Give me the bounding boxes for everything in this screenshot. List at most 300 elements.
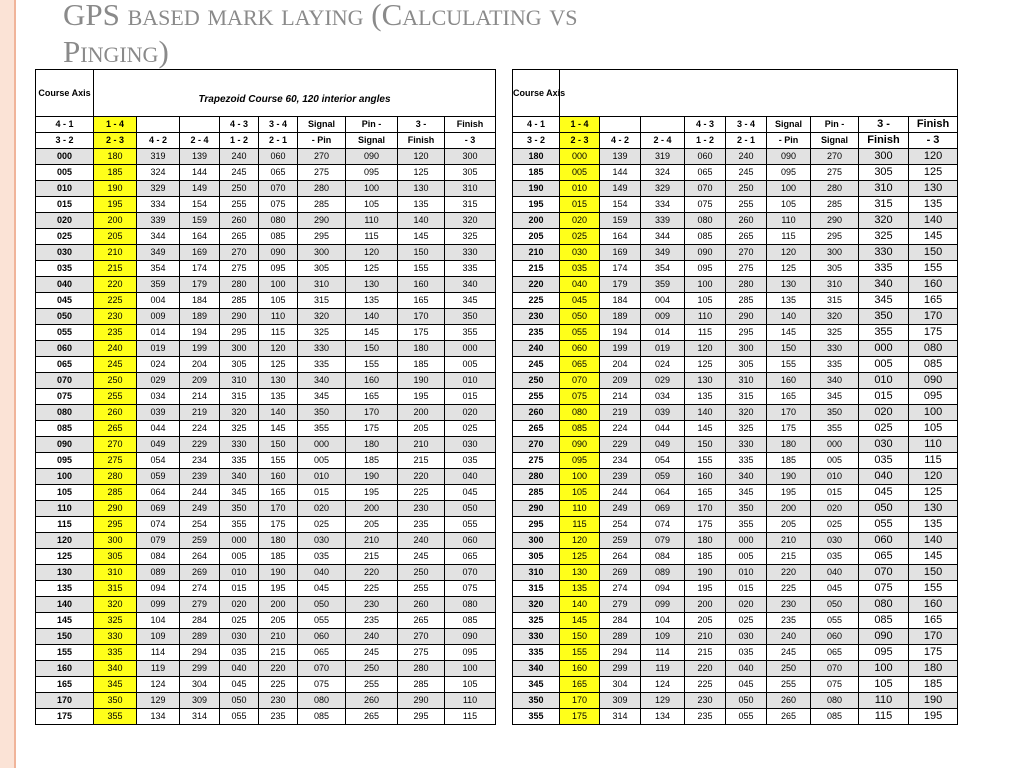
table-row	[513, 309, 958, 325]
bearing-cell: 005	[298, 453, 346, 469]
bearing-cell: 204	[600, 357, 641, 373]
bearing-cell: 155	[909, 581, 958, 597]
bearing-cell: 080	[859, 597, 909, 613]
bearing-cell: 359	[137, 277, 180, 293]
bearing-cell: 125	[909, 485, 958, 501]
bearing-cell: 210	[259, 629, 298, 645]
bearing-cell: 205	[94, 229, 137, 245]
bearing-cell: 079	[137, 533, 180, 549]
bearing-cell: 010	[726, 565, 767, 581]
bearing-cell: 010	[859, 373, 909, 389]
bearing-cell: 195	[346, 485, 398, 501]
bearing-cell: 015	[445, 389, 496, 405]
bearing-cell: 025	[445, 421, 496, 437]
leg-header-cell: 4 - 1	[513, 117, 560, 133]
bearing-cell: 180	[398, 341, 445, 357]
bearing-cell: 160	[259, 469, 298, 485]
bearing-cell: 324	[641, 165, 685, 181]
table-row	[36, 613, 496, 629]
bearing-cell: 135	[398, 197, 445, 213]
bearing-cell: 080	[445, 597, 496, 613]
bearing-table-right	[512, 69, 958, 725]
course-axis-cell: 330	[513, 629, 560, 645]
bearing-cell: 309	[600, 693, 641, 709]
bearing-cell: 355	[859, 325, 909, 341]
leg-header-cell: Finish	[859, 133, 909, 149]
bearing-cell: 039	[641, 405, 685, 421]
bearing-cell: 195	[398, 389, 445, 405]
course-axis-cell: 215	[513, 261, 560, 277]
bearing-cell: 020	[220, 597, 259, 613]
bearing-cell: 029	[137, 373, 180, 389]
leg-header-cell: 2 - 4	[180, 133, 220, 149]
table-row	[36, 245, 496, 261]
course-axis-cell: 025	[36, 229, 94, 245]
bearing-cell: 245	[398, 549, 445, 565]
bearing-cell: 160	[398, 277, 445, 293]
bearing-cell: 065	[685, 165, 726, 181]
bearing-cell: 335	[811, 357, 859, 373]
bearing-cell: 350	[445, 309, 496, 325]
bearing-cell: 220	[346, 565, 398, 581]
bearing-cell: 095	[859, 645, 909, 661]
bearing-cell: 249	[600, 501, 641, 517]
bearing-cell: 120	[346, 245, 398, 261]
table-row	[513, 405, 958, 421]
table-row	[513, 613, 958, 629]
bearing-cell: 270	[298, 149, 346, 165]
bearing-cell: 090	[259, 245, 298, 261]
slide-title-line-1: GPS based mark laying (Calculating vs	[63, 0, 578, 32]
bearing-cell: 024	[137, 357, 180, 373]
bearing-cell: 040	[726, 661, 767, 677]
bearing-cell: 185	[909, 677, 958, 693]
course-axis-cell: 340	[513, 661, 560, 677]
bearing-cell: 075	[811, 677, 859, 693]
bearing-cell: 110	[909, 437, 958, 453]
bearing-cell: 349	[137, 245, 180, 261]
bearing-cell: 269	[180, 565, 220, 581]
bearing-cell: 045	[220, 677, 259, 693]
leg-header-cell: 2 - 1	[726, 133, 767, 149]
bearing-cell: 159	[180, 213, 220, 229]
bearing-cell: 035	[859, 453, 909, 469]
bearing-cell: 210	[398, 437, 445, 453]
bearing-cell: 324	[137, 165, 180, 181]
bearing-cell: 105	[859, 677, 909, 693]
course-axis-cell: 080	[36, 405, 94, 421]
bearing-cell: 155	[346, 357, 398, 373]
bearing-cell: 114	[641, 645, 685, 661]
bearing-cell: 250	[398, 565, 445, 581]
leg-header-cell: 3 -	[398, 117, 445, 133]
bearing-cell: 219	[180, 405, 220, 421]
bearing-cell: 185	[685, 549, 726, 565]
bearing-cell: 099	[137, 597, 180, 613]
bearing-cell: 120	[560, 533, 600, 549]
bearing-cell: 160	[909, 277, 958, 293]
table-row	[36, 533, 496, 549]
table-row	[513, 197, 958, 213]
bearing-cell: 040	[298, 565, 346, 581]
bearing-cell: 075	[298, 677, 346, 693]
bearing-cell: 134	[641, 709, 685, 725]
leg-header-cell: 2 - 1	[259, 133, 298, 149]
bearing-cell: 010	[298, 469, 346, 485]
bearing-cell: 055	[560, 325, 600, 341]
bearing-cell: 135	[685, 389, 726, 405]
bearing-cell: 120	[767, 245, 811, 261]
course-axis-cell: 070	[36, 373, 94, 389]
bearing-cell: 135	[767, 293, 811, 309]
bearing-cell: 125	[346, 261, 398, 277]
bearing-cell: 140	[259, 405, 298, 421]
bearing-cell: 075	[560, 389, 600, 405]
course-axis-cell: 265	[513, 421, 560, 437]
bearing-cell: 315	[94, 581, 137, 597]
bearing-cell: 124	[137, 677, 180, 693]
bearing-cell: 110	[859, 693, 909, 709]
bearing-cell: 144	[180, 165, 220, 181]
bearing-cell: 265	[220, 229, 259, 245]
table-row	[36, 309, 496, 325]
bearing-cell: 105	[445, 677, 496, 693]
leg-header-row	[513, 117, 958, 133]
course-axis-cell: 005	[36, 165, 94, 181]
bearing-cell: 130	[346, 277, 398, 293]
bearing-cell: 019	[641, 341, 685, 357]
bearing-cell: 264	[600, 549, 641, 565]
leg-header-cell: 3 - 4	[726, 117, 767, 133]
course-axis-cell: 280	[513, 469, 560, 485]
bearing-cell: 170	[909, 309, 958, 325]
bearing-cell: 259	[600, 533, 641, 549]
bearing-table-left	[35, 69, 496, 725]
bearing-cell: 245	[767, 645, 811, 661]
bearing-cell: 200	[685, 597, 726, 613]
bearing-cell: 150	[346, 341, 398, 357]
table-row	[36, 229, 496, 245]
bearing-cell: 335	[726, 453, 767, 469]
bearing-cell: 060	[445, 533, 496, 549]
course-axis-header: Course Axis	[36, 70, 94, 117]
bearing-cell: 005	[859, 357, 909, 373]
bearing-cell: 220	[685, 661, 726, 677]
bearing-cell: 035	[726, 645, 767, 661]
bearing-cell: 005	[560, 165, 600, 181]
bearing-cell: 205	[398, 421, 445, 437]
bearing-cell: 030	[560, 245, 600, 261]
bearing-cell: 285	[298, 197, 346, 213]
bearing-cell: 170	[398, 309, 445, 325]
table-row	[36, 469, 496, 485]
bearing-cell: 220	[259, 661, 298, 677]
bearing-cell: 109	[137, 629, 180, 645]
bearing-cell: 129	[641, 693, 685, 709]
bearing-cell: 190	[398, 373, 445, 389]
bearing-cell: 345	[94, 677, 137, 693]
bearing-cell: 204	[180, 357, 220, 373]
table-row	[513, 597, 958, 613]
leg-header-cell: 4 - 3	[220, 117, 259, 133]
course-axis-cell: 185	[513, 165, 560, 181]
bearing-cell: 295	[220, 325, 259, 341]
table-row	[513, 501, 958, 517]
bearing-cell: 325	[726, 421, 767, 437]
bearing-cell: 170	[685, 501, 726, 517]
bearing-cell: 155	[767, 357, 811, 373]
bearing-cell: 305	[445, 165, 496, 181]
bearing-cell: 315	[726, 389, 767, 405]
bearing-cell: 209	[180, 373, 220, 389]
bearing-cell: 184	[600, 293, 641, 309]
bearing-cell: 175	[767, 421, 811, 437]
table-row	[513, 453, 958, 469]
bearing-cell: 035	[220, 645, 259, 661]
bearing-cell: 030	[298, 533, 346, 549]
bearing-cell: 070	[259, 181, 298, 197]
bearing-cell: 100	[445, 661, 496, 677]
bearing-cell: 335	[298, 357, 346, 373]
bearing-cell: 054	[641, 453, 685, 469]
bearing-cell: 030	[859, 437, 909, 453]
bearing-cell: 144	[600, 165, 641, 181]
bearing-cell: 055	[445, 517, 496, 533]
bearing-cell: 125	[259, 357, 298, 373]
bearing-cell: 000	[560, 149, 600, 165]
bearing-cell: 285	[726, 293, 767, 309]
bearing-cell: 240	[398, 533, 445, 549]
bearing-cell: 149	[180, 181, 220, 197]
bearing-cell: 319	[641, 149, 685, 165]
bearing-cell: 339	[137, 213, 180, 229]
bearing-cell: 010	[220, 565, 259, 581]
bearing-cell: 209	[600, 373, 641, 389]
course-axis-cell: 000	[36, 149, 94, 165]
bearing-cell: 104	[137, 613, 180, 629]
table-row	[513, 677, 958, 693]
bearing-cell: 254	[180, 517, 220, 533]
course-axis-cell: 345	[513, 677, 560, 693]
course-axis-cell: 315	[513, 581, 560, 597]
table-row	[36, 549, 496, 565]
bearing-cell: 284	[600, 613, 641, 629]
bearing-cell: 320	[811, 309, 859, 325]
bearing-cell: 245	[94, 357, 137, 373]
bearing-cell: 119	[137, 661, 180, 677]
bearing-cell: 115	[859, 709, 909, 725]
bearing-cell: 115	[259, 325, 298, 341]
bearing-cell: 270	[220, 245, 259, 261]
bearing-cell: 210	[346, 533, 398, 549]
course-axis-cell: 100	[36, 469, 94, 485]
course-axis-cell: 245	[513, 357, 560, 373]
bearing-cell: 040	[445, 469, 496, 485]
bearing-cell: 310	[811, 277, 859, 293]
bearing-cell: 155	[259, 453, 298, 469]
bearing-cell: 075	[685, 197, 726, 213]
bearing-cell: 260	[767, 693, 811, 709]
bearing-cell: 150	[398, 245, 445, 261]
bearing-cell: 154	[180, 197, 220, 213]
bearing-cell: 175	[259, 517, 298, 533]
bearing-cell: 194	[180, 325, 220, 341]
bearing-cell: 330	[726, 437, 767, 453]
bearing-cell: 344	[641, 229, 685, 245]
bearing-cell: 085	[560, 421, 600, 437]
slide-edge-line	[14, 0, 16, 768]
bearing-cell: 195	[767, 485, 811, 501]
bearing-cell: 000	[811, 437, 859, 453]
bearing-cell: 084	[641, 549, 685, 565]
bearing-cell: 159	[600, 213, 641, 229]
bearing-cell: 255	[346, 677, 398, 693]
table-row	[36, 629, 496, 645]
bearing-cell: 085	[909, 357, 958, 373]
bearing-cell: 294	[600, 645, 641, 661]
course-title-header: Trapezoid Course 60, 120 interior angles	[94, 70, 496, 117]
bearing-cell: 025	[560, 229, 600, 245]
bearing-cell: 170	[560, 693, 600, 709]
bearing-cell: 255	[398, 581, 445, 597]
course-axis-cell: 225	[513, 293, 560, 309]
bearing-cell: 235	[398, 517, 445, 533]
course-axis-cell: 175	[36, 709, 94, 725]
course-axis-cell: 030	[36, 245, 94, 261]
bearing-cell: 030	[811, 533, 859, 549]
bearing-cell: 145	[909, 229, 958, 245]
bearing-cell: 094	[641, 581, 685, 597]
table-row	[36, 677, 496, 693]
bearing-cell: 225	[346, 581, 398, 597]
bearing-cell: 195	[259, 581, 298, 597]
bearing-cell: 145	[398, 229, 445, 245]
bearing-cell: 010	[445, 373, 496, 389]
bearing-cell: 070	[445, 565, 496, 581]
bearing-cell: 200	[259, 597, 298, 613]
bearing-cell: 240	[220, 149, 259, 165]
bearing-cell: 045	[560, 293, 600, 309]
course-axis-cell: 180	[513, 149, 560, 165]
bearing-cell: 170	[259, 501, 298, 517]
course-axis-cell: 155	[36, 645, 94, 661]
bearing-cell: 335	[220, 453, 259, 469]
bearing-cell: 215	[398, 453, 445, 469]
bearing-cell: 359	[641, 277, 685, 293]
bearing-cell: 160	[685, 469, 726, 485]
bearing-cell: 165	[767, 389, 811, 405]
bearing-cell: 185	[767, 453, 811, 469]
bearing-cell: 355	[726, 517, 767, 533]
bearing-cell: 275	[94, 453, 137, 469]
bearing-cell: 179	[180, 277, 220, 293]
bearing-cell: 310	[94, 565, 137, 581]
bearing-cell: 095	[767, 165, 811, 181]
bearing-cell: 000	[726, 533, 767, 549]
bearing-cell: 125	[560, 549, 600, 565]
bearing-cell: 129	[137, 693, 180, 709]
table-row	[513, 437, 958, 453]
bearing-cell: 050	[726, 693, 767, 709]
slide-title-line-2: Pinging)	[63, 34, 169, 69]
bearing-cell: 034	[137, 389, 180, 405]
bearing-cell: 199	[600, 341, 641, 357]
bearing-cell: 280	[94, 469, 137, 485]
table-row	[513, 661, 958, 677]
leg-header-cell: 1 - 4	[94, 117, 137, 133]
bearing-cell: 034	[641, 389, 685, 405]
bearing-cell: 355	[811, 421, 859, 437]
bearing-cell: 130	[398, 181, 445, 197]
bearing-cell: 259	[180, 533, 220, 549]
bearing-cell: 000	[445, 341, 496, 357]
course-axis-cell: 150	[36, 629, 94, 645]
bearing-cell: 195	[685, 581, 726, 597]
bearing-cell: 305	[298, 261, 346, 277]
leg-header-row	[36, 117, 496, 133]
table-row	[513, 581, 958, 597]
bearing-cell: 150	[909, 565, 958, 581]
bearing-cell: 140	[560, 597, 600, 613]
course-axis-cell: 115	[36, 517, 94, 533]
bearing-cell: 175	[685, 517, 726, 533]
bearing-cell: 265	[398, 613, 445, 629]
bearing-cell: 100	[346, 181, 398, 197]
bearing-cell: 295	[94, 517, 137, 533]
bearing-cell: 070	[859, 565, 909, 581]
course-axis-cell: 255	[513, 389, 560, 405]
course-axis-cell: 300	[513, 533, 560, 549]
course-axis-cell: 020	[36, 213, 94, 229]
bearing-cell: 115	[767, 229, 811, 245]
table-row	[36, 645, 496, 661]
bearing-cell: 029	[641, 373, 685, 389]
leg-header-cell	[641, 117, 685, 133]
bearing-cell: 180	[346, 437, 398, 453]
bearing-cell: 040	[220, 661, 259, 677]
bearing-cell: 285	[94, 485, 137, 501]
bearing-cell: 250	[346, 661, 398, 677]
bearing-cell: 235	[767, 613, 811, 629]
bearing-cell: 300	[94, 533, 137, 549]
bearing-cell: 060	[259, 149, 298, 165]
bearing-cell: 004	[641, 293, 685, 309]
bearing-cell: 140	[909, 533, 958, 549]
bearing-cell: 114	[137, 645, 180, 661]
table-row	[513, 165, 958, 181]
bearing-cell: 314	[180, 709, 220, 725]
bearing-cell: 030	[220, 629, 259, 645]
bearing-cell: 120	[909, 149, 958, 165]
bearing-cell: 214	[180, 389, 220, 405]
bearing-cell: 244	[180, 485, 220, 501]
bearing-cell: 185	[346, 453, 398, 469]
table-row	[513, 629, 958, 645]
leg-header-cell: 4 - 3	[685, 117, 726, 133]
course-axis-cell: 010	[36, 181, 94, 197]
bearing-cell: 149	[600, 181, 641, 197]
course-axis-cell: 335	[513, 645, 560, 661]
bearing-cell: 069	[137, 501, 180, 517]
leg-header-cell: 3 -	[859, 117, 909, 133]
table-row	[36, 277, 496, 293]
table-row	[36, 261, 496, 277]
bearing-cell: 234	[180, 453, 220, 469]
bearing-cell: 094	[137, 581, 180, 597]
bearing-cell: 115	[909, 453, 958, 469]
bearing-cell: 290	[298, 213, 346, 229]
table-row	[513, 469, 958, 485]
